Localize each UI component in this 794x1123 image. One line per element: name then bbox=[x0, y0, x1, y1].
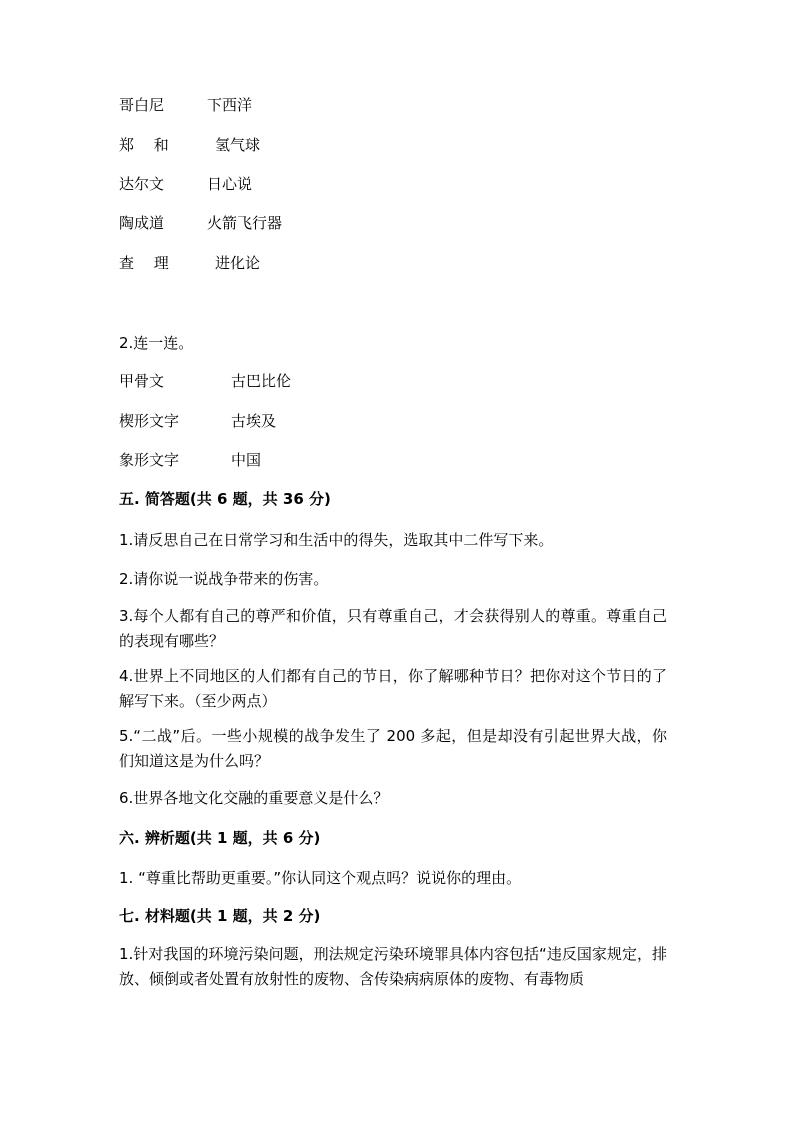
match-right-item: 进化论 bbox=[215, 254, 261, 272]
question-text: 4.世界上不同地区的人们都有自己的节日，你了解哪种节日？把你对这个节日的了解写下来。（至少两点） bbox=[119, 667, 667, 710]
question-text: 3.每个人都有自己的尊严和价值，只有尊重自己，才会获得别人的尊重。尊重自己的表现有哪些？ bbox=[119, 607, 667, 650]
match-right-item: 日心说 bbox=[207, 175, 253, 193]
match-right-item: 氢气球 bbox=[215, 136, 261, 154]
question-text: 2.请你说一说战争带来的伤害。 bbox=[119, 570, 329, 588]
question-text: 6.世界各地文化交融的重要意义是什么？ bbox=[119, 789, 389, 807]
question-text: 5.“二战”后。一些小规模的战争发生了 200 多起，但是却没有引起世界大战，你们知道这是为什么吗？ bbox=[119, 727, 667, 770]
question-title: 2.连一连。 bbox=[119, 334, 194, 352]
match-right-item: 中国 bbox=[231, 451, 262, 469]
match-left-item: 查 理 bbox=[119, 254, 169, 272]
question-text: 1.请反思自己在日常学习和生活中的得失，选取其中二件写下来。 bbox=[119, 531, 554, 549]
match-left-item: 郑 和 bbox=[119, 136, 169, 154]
match-left-item: 楔形文字 bbox=[119, 412, 180, 430]
match-left-item: 陶成道 bbox=[119, 214, 165, 232]
section-heading: 五. 简答题(共 6 题，共 36 分) bbox=[119, 490, 331, 508]
match-left-item: 哥白尼 bbox=[119, 96, 165, 114]
match-right-item: 火箭飞行器 bbox=[207, 214, 283, 232]
match-right-item: 古巴比伦 bbox=[231, 372, 292, 390]
match-right-item: 下西洋 bbox=[207, 96, 253, 114]
match-left-item: 达尔文 bbox=[119, 175, 165, 193]
section-heading: 六. 辨析题(共 1 题，共 6 分) bbox=[119, 829, 321, 847]
question-text: 1.针对我国的环境污染问题，刑法规定污染环境罪具体内容包括“违反国家规定，排放、倾倒或者处置有放射性的废物、含传染病病原体的废物、有毒物质 bbox=[119, 945, 667, 988]
section-heading: 七. 材料题(共 1 题，共 2 分) bbox=[119, 907, 321, 925]
match-left-item: 甲骨文 bbox=[119, 372, 165, 390]
question-text: 1. “尊重比帮助更重要。”你认同这个观点吗？说说你的理由。 bbox=[119, 869, 522, 887]
match-left-item: 象形文字 bbox=[119, 451, 180, 469]
match-right-item: 古埃及 bbox=[231, 412, 277, 430]
